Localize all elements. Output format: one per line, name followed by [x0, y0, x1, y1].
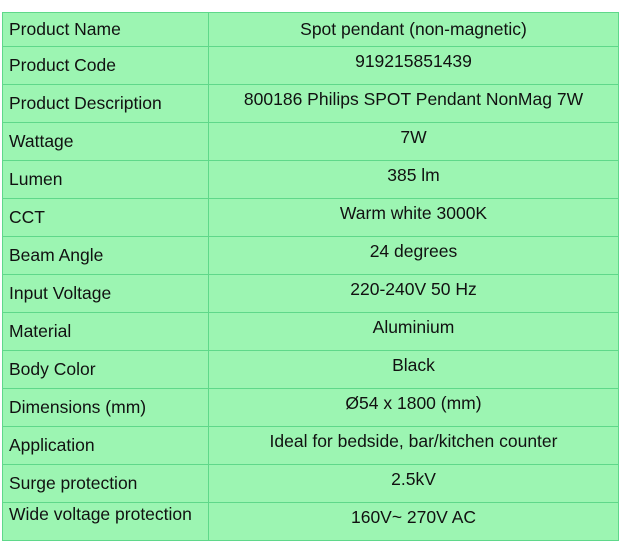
value-wattage: 7W [209, 123, 619, 161]
table-row-wide-voltage-protection [3, 503, 619, 541]
table-row-material [3, 313, 619, 351]
table-row-cct [3, 199, 619, 237]
value-product-code: 919215851439 [209, 47, 619, 85]
value-lumen: 385 lm [209, 161, 619, 199]
label-application: Application [3, 427, 209, 465]
value-body-color: Black [209, 351, 619, 389]
label-beam-angle: Beam Angle [3, 237, 209, 275]
value-material: Aluminium [209, 313, 619, 351]
value-product-description: 800186 Philips SPOT Pendant NonMag 7W [209, 85, 619, 123]
value-product-name: Spot pendant (non-magnetic) [209, 13, 619, 47]
label-product-code: Product Code [3, 47, 209, 85]
value-cct: Warm white 3000K [209, 199, 619, 237]
table-row-beam-angle [3, 237, 619, 275]
value-wide-voltage-protection: 160V~ 270V AC [209, 503, 619, 541]
table-row-input-voltage [3, 275, 619, 313]
label-body-color: Body Color [3, 351, 209, 389]
label-product-name: Product Name [3, 13, 209, 47]
label-wide-voltage-protection: Wide voltage protection [3, 503, 209, 541]
value-application: Ideal for bedside, bar/kitchen counter [209, 427, 619, 465]
label-product-description: Product Description [3, 85, 209, 123]
label-material: Material [3, 313, 209, 351]
value-surge-protection: 2.5kV [209, 465, 619, 503]
product-spec-table [2, 12, 619, 541]
table-row-product-code [3, 47, 619, 85]
label-cct: CCT [3, 199, 209, 237]
label-lumen: Lumen [3, 161, 209, 199]
value-dimensions: Ø54 x 1800 (mm) [209, 389, 619, 427]
table-row-product-name [3, 13, 619, 47]
table-row-body-color [3, 351, 619, 389]
table-row-application [3, 427, 619, 465]
value-beam-angle: 24 degrees [209, 237, 619, 275]
table-row-wattage [3, 123, 619, 161]
table-row-product-description [3, 85, 619, 123]
label-input-voltage: Input Voltage [3, 275, 209, 313]
table-row-lumen [3, 161, 619, 199]
label-wattage: Wattage [3, 123, 209, 161]
value-input-voltage: 220-240V 50 Hz [209, 275, 619, 313]
label-dimensions: Dimensions (mm) [3, 389, 209, 427]
table-row-surge-protection [3, 465, 619, 503]
table-row-dimensions [3, 389, 619, 427]
label-surge-protection: Surge protection [3, 465, 209, 503]
